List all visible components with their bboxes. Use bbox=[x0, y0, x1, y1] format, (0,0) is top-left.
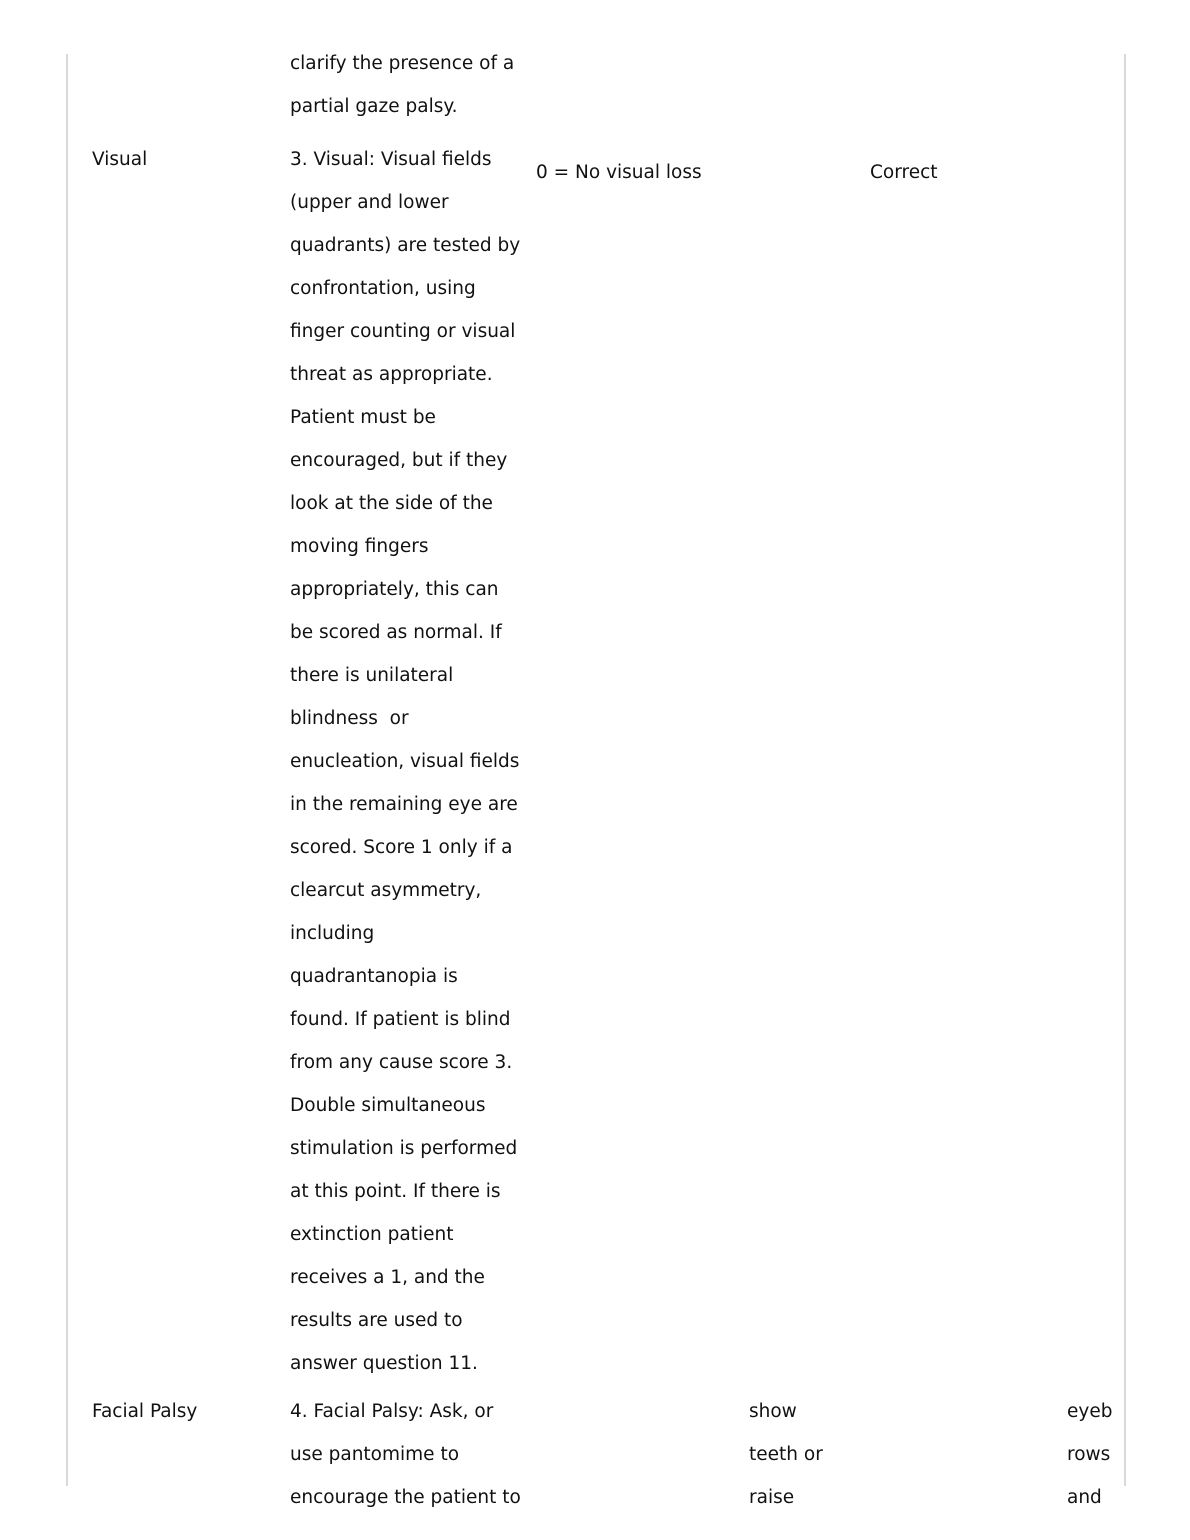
facial-palsy-instruction-fragment-a bbox=[749, 1390, 823, 1519]
text-line: Patient must be bbox=[290, 407, 436, 428]
text-line: encourage the patient to bbox=[290, 1487, 521, 1508]
text-line: moving fingers bbox=[290, 536, 429, 557]
visual-description-cell bbox=[290, 138, 520, 1385]
text-line: blindness or bbox=[290, 708, 409, 729]
text-line: 3. Visual: Visual fields bbox=[290, 149, 492, 170]
text-line: confrontation, using bbox=[290, 278, 476, 299]
text-line: 4. Facial Palsy: Ask, or bbox=[290, 1401, 494, 1422]
table-left-border bbox=[66, 54, 68, 1486]
text-line: in the remaining eye are bbox=[290, 794, 518, 815]
facial-palsy-instruction-fragment-b bbox=[1067, 1390, 1112, 1519]
text-line: including bbox=[290, 923, 375, 944]
text-line: teeth or bbox=[749, 1444, 823, 1465]
text-line: be scored as normal. If bbox=[290, 622, 502, 643]
visual-category-cell bbox=[92, 138, 147, 181]
text-line: scored. Score 1 only if a bbox=[290, 837, 513, 858]
text-line: enucleation, visual fields bbox=[290, 751, 520, 772]
text-line: (upper and lower bbox=[290, 192, 449, 213]
text-line: there is unilateral bbox=[290, 665, 454, 686]
text-line: appropriately, this can bbox=[290, 579, 499, 600]
text-line: results are used to bbox=[290, 1310, 463, 1331]
text-line: partial gaze palsy. bbox=[290, 96, 458, 117]
category-label: Facial Palsy bbox=[92, 1401, 198, 1422]
result-text: Correct bbox=[870, 162, 938, 183]
text-line: and bbox=[1067, 1487, 1102, 1508]
text-line: show bbox=[749, 1401, 797, 1422]
score-text: 0 = No visual loss bbox=[536, 162, 702, 183]
text-line: clarify the presence of a bbox=[290, 53, 515, 74]
table-right-border bbox=[1124, 54, 1126, 1486]
text-line: encouraged, but if they bbox=[290, 450, 508, 471]
text-line: found. If patient is blind bbox=[290, 1009, 511, 1030]
text-line: raise bbox=[749, 1487, 795, 1508]
text-line: use pantomime to bbox=[290, 1444, 460, 1465]
previous-row-description-continuation bbox=[290, 42, 514, 128]
text-line: extinction patient bbox=[290, 1224, 454, 1245]
text-line: from any cause score 3. bbox=[290, 1052, 513, 1073]
category-label: Visual bbox=[92, 149, 148, 170]
text-line: finger counting or visual bbox=[290, 321, 516, 342]
text-line: quadrants) are tested by bbox=[290, 235, 521, 256]
text-line: rows bbox=[1067, 1444, 1111, 1465]
facial-palsy-description-cell bbox=[290, 1390, 521, 1519]
facial-palsy-category-cell bbox=[92, 1390, 197, 1433]
text-line: at this point. If there is bbox=[290, 1181, 501, 1202]
visual-result-cell bbox=[870, 151, 938, 194]
text-line: answer question 11. bbox=[290, 1353, 478, 1374]
text-line: eyeb bbox=[1067, 1401, 1113, 1422]
text-line: threat as appropriate. bbox=[290, 364, 493, 385]
visual-score-cell bbox=[536, 151, 702, 194]
text-line: clearcut asymmetry, bbox=[290, 880, 482, 901]
text-line: receives a 1, and the bbox=[290, 1267, 485, 1288]
text-line: Double simultaneous bbox=[290, 1095, 486, 1116]
text-line: quadrantanopia is bbox=[290, 966, 458, 987]
text-line: look at the side of the bbox=[290, 493, 493, 514]
text-line: stimulation is performed bbox=[290, 1138, 518, 1159]
